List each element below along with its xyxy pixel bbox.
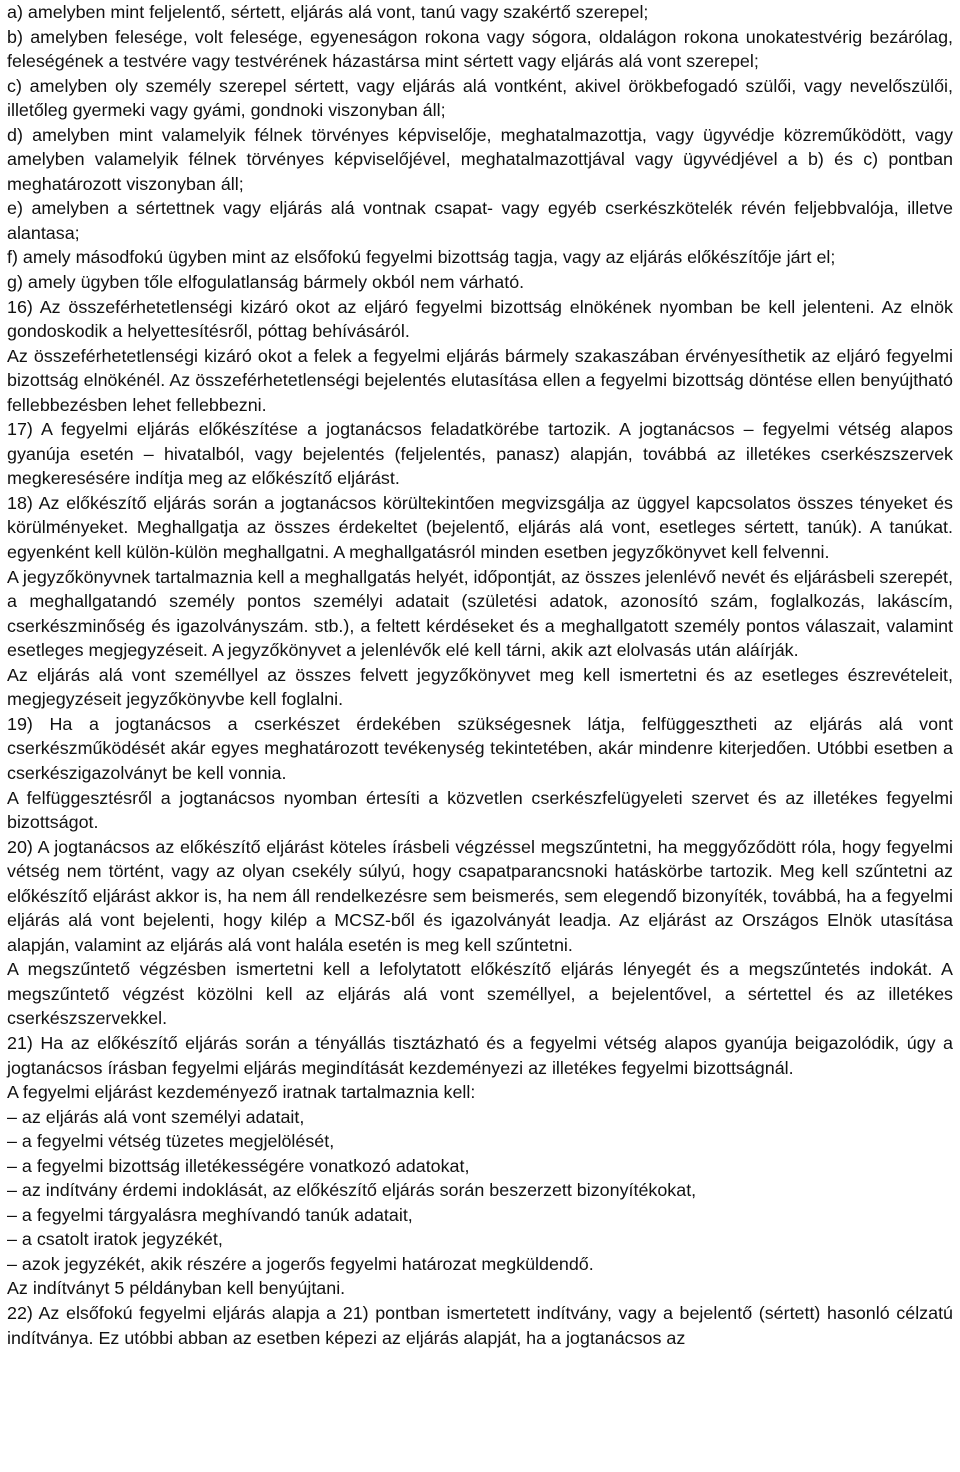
paragraph-section-16-b: Az összeférhetetlenségi kizáró okot a felek a fegyelmi eljárás bármely szakaszában érvényesíthetik az eljáró fegyelmi bizottság elnökénél. Az összeférhetetlenségi bejelentés elutasítása ellen a fegyelmi bizottság döntése ellen benyújtható fellebbezésben lehet fellebbezni.	[7, 345, 953, 415]
paragraph-section-19-b: A felfüggesztésről a jogtanácsos nyomban értesíti a közvetlen cserkészfelügyeleti szervet és az illetékes fegyelmi bizottságot.	[7, 787, 953, 833]
paragraph-section-21: 21) Ha az előkészítő eljárás során a tényállás tisztázható és a fegyelmi vétség alapos gyanúja beigazolódik, úgy a jogtanácsos írásban fegyelmi eljárás megindítását kezdeményezi az illetékes fegyelmi bizottságnál.	[7, 1032, 953, 1078]
list-item: – azok jegyzékét, akik részére a jogerős fegyelmi határozat megküldendő.	[7, 1253, 594, 1274]
paragraph-section-18-c: Az eljárás alá vont személlyel az összes felvett jegyzőkönyvet meg kell ismertetni és az esetleges észrevételeit, megjegyzéseit jegyzőkönyvbe kell foglalni.	[7, 664, 953, 710]
paragraph-point-d: d) amelyben mint valamelyik félnek törvényes képviselője, meghatalmazottja, vagy ügyvédje közreműködött, vagy amelyben valamelyik félnek törvényes képviselőjével, meghatalmazottjával vagy ügyvédjével a b) és c) pontban meghatározott viszonyban áll;	[7, 124, 953, 194]
list-item: – a csatolt iratok jegyzékét,	[7, 1229, 223, 1250]
paragraph-point-c: c) amelyben oly személy szerepel sértett, vagy eljárás alá vontként, akivel örökbefogadó szülői, vagy nevelőszülői, illetőleg gyermeki vagy gyámi, gondnoki viszonyban áll;	[7, 75, 953, 121]
paragraph-section-18-b: A jegyzőkönyvnek tartalmaznia kell a meghallgatás helyét, időpontját, az összes jelenlévő nevét és eljárásbeli szerepét, a meghallgatandó személy pontos személyi adatait (születési adatok, azonosító szám, foglalkozás, lakáscím, cserkészminőség és igazolványszám. stb.), a feltett kérdéseket és a meghallgatott személy pontos válaszait, valamint esetleges megjegyzéseit. A jegyzőkönyvet a jelenlévők elé kell tárni, akik azt elolvasás után aláírják.	[7, 566, 953, 661]
list-item: – az eljárás alá vont személyi adatait,	[7, 1106, 305, 1127]
paragraph-section-21-b: A fegyelmi eljárást kezdeményező iratnak tartalmaznia kell:	[7, 1082, 476, 1103]
paragraph-point-b: b) amelyben felesége, volt felesége, egyeneságon rokona vagy sógora, oldalágon rokona unokatestvérig bezárólag, feleségének a testvére vagy testvérének házastársa mint sértett vagy eljárás alá vont szerepel;	[7, 26, 953, 72]
paragraph-section-22: 22) Az elsőfokú fegyelmi eljárás alapja a 21) pontban ismertetett indítvány, vagy a bejelentő (sértett) hasonló célzatú indítványa. Ez utóbbi abban az esetben képezi az eljárás alapját, ha a jogtanácsos az	[7, 1302, 953, 1348]
list-item: – a fegyelmi tárgyalásra meghívandó tanúk adatait,	[7, 1204, 413, 1225]
paragraph-section-16: 16) Az összeférhetetlenségi kizáró okot az eljáró fegyelmi bizottság elnökének nyomban be kell jelenteni. Az elnök gondoskodik a helyettesítésről, póttag behívásáról.	[7, 296, 953, 342]
paragraph-point-a: a) amelyben mint feljelentő, sértett, eljárás alá vont, tanú vagy szakértő szerepel;	[7, 2, 649, 22]
list-item: – az indítvány érdemi indoklását, az előkészítő eljárás során beszerzett bizonyítékokat,	[7, 1180, 697, 1201]
paragraph-section-20-b: A megszűntető végzésben ismertetni kell a lefolytatott előkészítő eljárás lényegét és a megszűntetés indokát. A megszűntető végzést közölni kell az eljárás alá vont személlyel, a bejelentővel, a sértettel és az illetékes cserkészszervekkel.	[7, 959, 953, 1029]
list-item: – a fegyelmi bizottság illetékességére vonatkozó adatokat,	[7, 1155, 470, 1176]
paragraph-submission-note: Az indítványt 5 példányban kell benyújtani.	[7, 1278, 346, 1299]
paragraph-section-17: 17) A fegyelmi eljárás előkészítése a jogtanácsos feladatkörébe tartozik. A jogtanácsos – fegyelmi vétség alapos gyanúja esetén – hivatalból, vagy bejelentés (feljelentés, panasz) alapján, továbbá az illetékes cserkészszervek megkeresésére indítja meg az előkészítő eljárást.	[7, 419, 953, 489]
list-item: – a fegyelmi vétség tüzetes megjelölését,	[7, 1131, 335, 1152]
paragraph-point-e: e) amelyben a sértettnek vagy eljárás alá vontnak csapat- vagy egyéb cserkészkötelék révén feljebbvalója, illetve alantasa;	[7, 198, 953, 243]
paragraph-section-18: 18) Az előkészítő eljárás során a jogtanácsos körültekintően megvizsgálja az üggyel kapcsolatos összes tényeket és körülményeket. Meghallgatja az összes érdekeltet (bejelentő, eljárás alá vont, esetleges sértett, tanúk). A tanúkat. egyenként kell külön-külön meghallgatni. A meghallgatásról minden esetben jegyzőkönyvet kell felvenni.	[7, 492, 953, 563]
paragraph-section-20: 20) A jogtanácsos az előkészítő eljárást köteles írásbeli végzéssel megszűntetni, ha meggyőződött róla, hogy fegyelmi vétség nem történt, vagy az olyan csekély súlyú, hogy csapatparancsnoki hatáskörbe tartozik. Meg kell szűntetni az előkészítő eljárást akkor is, ha nem áll rendelkezésre sem beismerés, sem elegendő bizonyíték, továbbá, ha a fegyelmi eljárás alá vont bejelenti, hogy kilép a MCSZ-ből és igazolványát leadja. Az eljárást az Országos Elnök utasítása alapján, valamint az eljárás alá vont halála esetén is meg kell szűntetni.	[7, 836, 953, 955]
paragraph-point-f: f) amely másodfokú ügyben mint az elsőfokú fegyelmi bizottság tagja, vagy az eljárás előkészítője járt el;	[7, 247, 836, 268]
paragraph-point-g: g) amely ügyben tőle elfogulatlanság bármely okból nem várható.	[7, 272, 525, 293]
paragraph-section-19: 19) Ha a jogtanácsos a cserkészet érdekében szükségesnek látja, felfüggesztheti az eljárás alá vont cserkészműködését akár egyes meghatározott tevékenység tekintetében, akár mindenre kiterjedően. Utóbbi esetben a cserkészigazolványt be kell vonnia.	[7, 713, 953, 783]
